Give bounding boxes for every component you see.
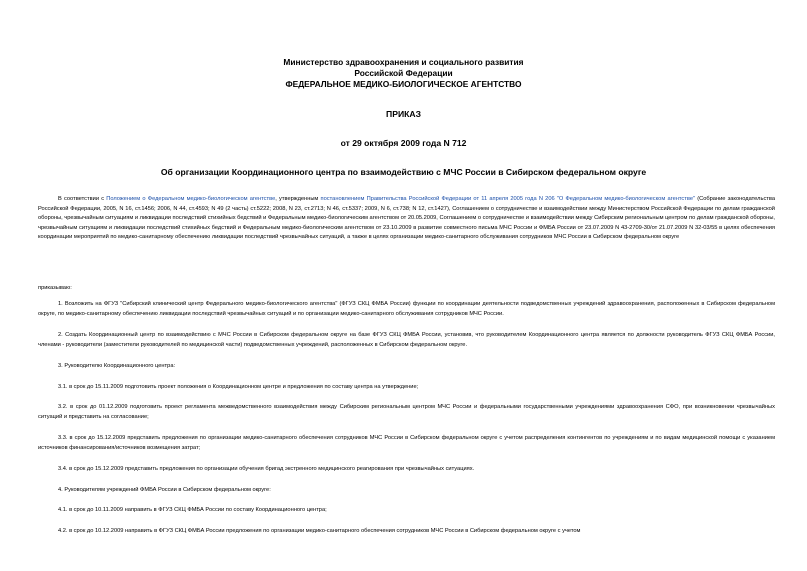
preamble-paragraph [38,195,775,243]
ministry-name-line2: Российской Федерации [354,68,453,78]
order-item-4: 4. Руководителям учреждений ФМБА России в Сибирском федеральном округе: [58,487,271,493]
ministry-name-line1: Министерство здравоохранения и социального развития [283,57,524,67]
order-item-3-4: 3.4. в срок до 15.12.2009 представить предложения по организации обучения бригад экстренного медицинского реагирования при чрезвычайных ситуациях. [58,466,475,472]
preamble-text-2: , утвержденным [275,196,321,202]
government-decree-link[interactable]: постановлением Правительства Российской Федерации от 11 апреля 2005 года N 206 "О Федеральном медико-биологическом агентстве" [320,196,695,202]
agency-name: ФЕДЕРАЛЬНОЕ МЕДИКО-БИОЛОГИЧЕСКОЕ АГЕНТСТВО [285,79,522,89]
document-title: Об организации Координационного центра по взаимодействию с МЧС России в Сибирском федеральном округе [160,167,647,177]
order-item-3-1: 3.1. в срок до 15.11.2009 подготовить проект положения о Координационном центре и предложения по составу центра на утверждение; [58,384,419,390]
order-word: приказываю: [38,285,72,291]
order-item-3-3: 3.3. в срок до 15.12.2009 представить предложения по организации медико-санитарного обеспечения сотрудников МЧС России в Сибирском федеральном округе с учетом распределения контингентов по учреждениям и по видам медицинской помощи с указанием источников финансирования/источников возмещения затрат; [38,435,775,451]
order-item-4-2: 4.2. в срок до 10.12.2009 направить в ФГУЗ СКЦ ФМБА России предложения по организации медико-санитарного обеспечения сотрудников МЧС России в Сибирском федеральном округе с учетом [58,528,581,534]
preamble-text-1: В соответствии с [58,196,107,202]
agency-regulation-link[interactable]: Положением о Федеральном медико-биологическом агентстве [106,196,276,202]
order-item-4-1: 4.1. в срок до 10.11.2009 направить в ФГУЗ СКЦ ФМБА России по составу Координационного центра; [58,507,327,513]
document-date: от 29 октября 2009 года N 712 [340,138,467,148]
order-item-3-2: 3.2. в срок до 01.12.2009 подготовить проект регламента межведомственного взаимодействия между Сибирским региональным центром МЧС России и федеральными государственными учреждениями здравоохранения СФО, при возникновении чрезвычайных ситуаций и представить на согласование; [38,404,775,420]
preamble-text-3: (Собрание законодательства Российской Федерации, 2005, N 16, ст.1456; 2006, N 44, ст.4593; N 49 (2 часть) ст.5222; 2008, N 23, ст.2713; N 46, ст.5337; 2009, N 6, ст.738; N 12, ст.1427), Соглашением о сотрудничестве и взаимодействии между Министерством Российской Федерации по делам гражданской обороны, чрезвычайным ситуациям и ликвидации последствий стихийных бедствий и Федеральным медико-биологическим агентством от 20.05.2009, Соглашением о сотрудничестве и взаимодействии между Сибирским региональным центром по делам гражданской обороны, чрезвычайным ситуациям и ликвидации последствий стихийных бедствий и Федеральным медико-биологическим агентством от 23.10.2009 в развитие совместного письма МЧС России и ФМБА России от 23.07.2009 N 43-2709-30/от 21.07.2009 N 32-03/55 в целях обеспечения координации мероприятий по медико-санитарному обеспечению ликвидации последствий чрезвычайных ситуаций, а также в целях организации медико-санитарного обслуживания сотрудников МЧС России в Сибирском федеральном округе [38,196,776,241]
order-item-2: 2. Создать Координационный центр по взаимодействию с МЧС России в Сибирском федеральном округе на базе ФГУЗ СКЦ ФМБА России, установив, что руководителем Координационного центра является по должности руководитель ФГУЗ СКЦ ФМБА России, членами - руководители (заместители руководителей по медицинской части) подведомственных учреждений, расположенных в Сибирском федеральном округе. [38,332,775,348]
order-item-3: 3. Руководителю Координационного центра: [58,363,176,369]
document-type: ПРИКАЗ [386,109,421,119]
order-item-1: 1. Возложить на ФГУЗ "Сибирский клинический центр Федерального медико-биологического агентства" (ФГУЗ СКЦ ФМБА России) функции по координации деятельности подведомственных учреждений здравоохранения, расположенных в Сибирском федеральном округе, по медико-санитарному обеспечению ликвидации последствий чрезвычайных ситуаций и по организации медико-санитарного обслуживания сотрудников МЧС России. [38,301,775,317]
